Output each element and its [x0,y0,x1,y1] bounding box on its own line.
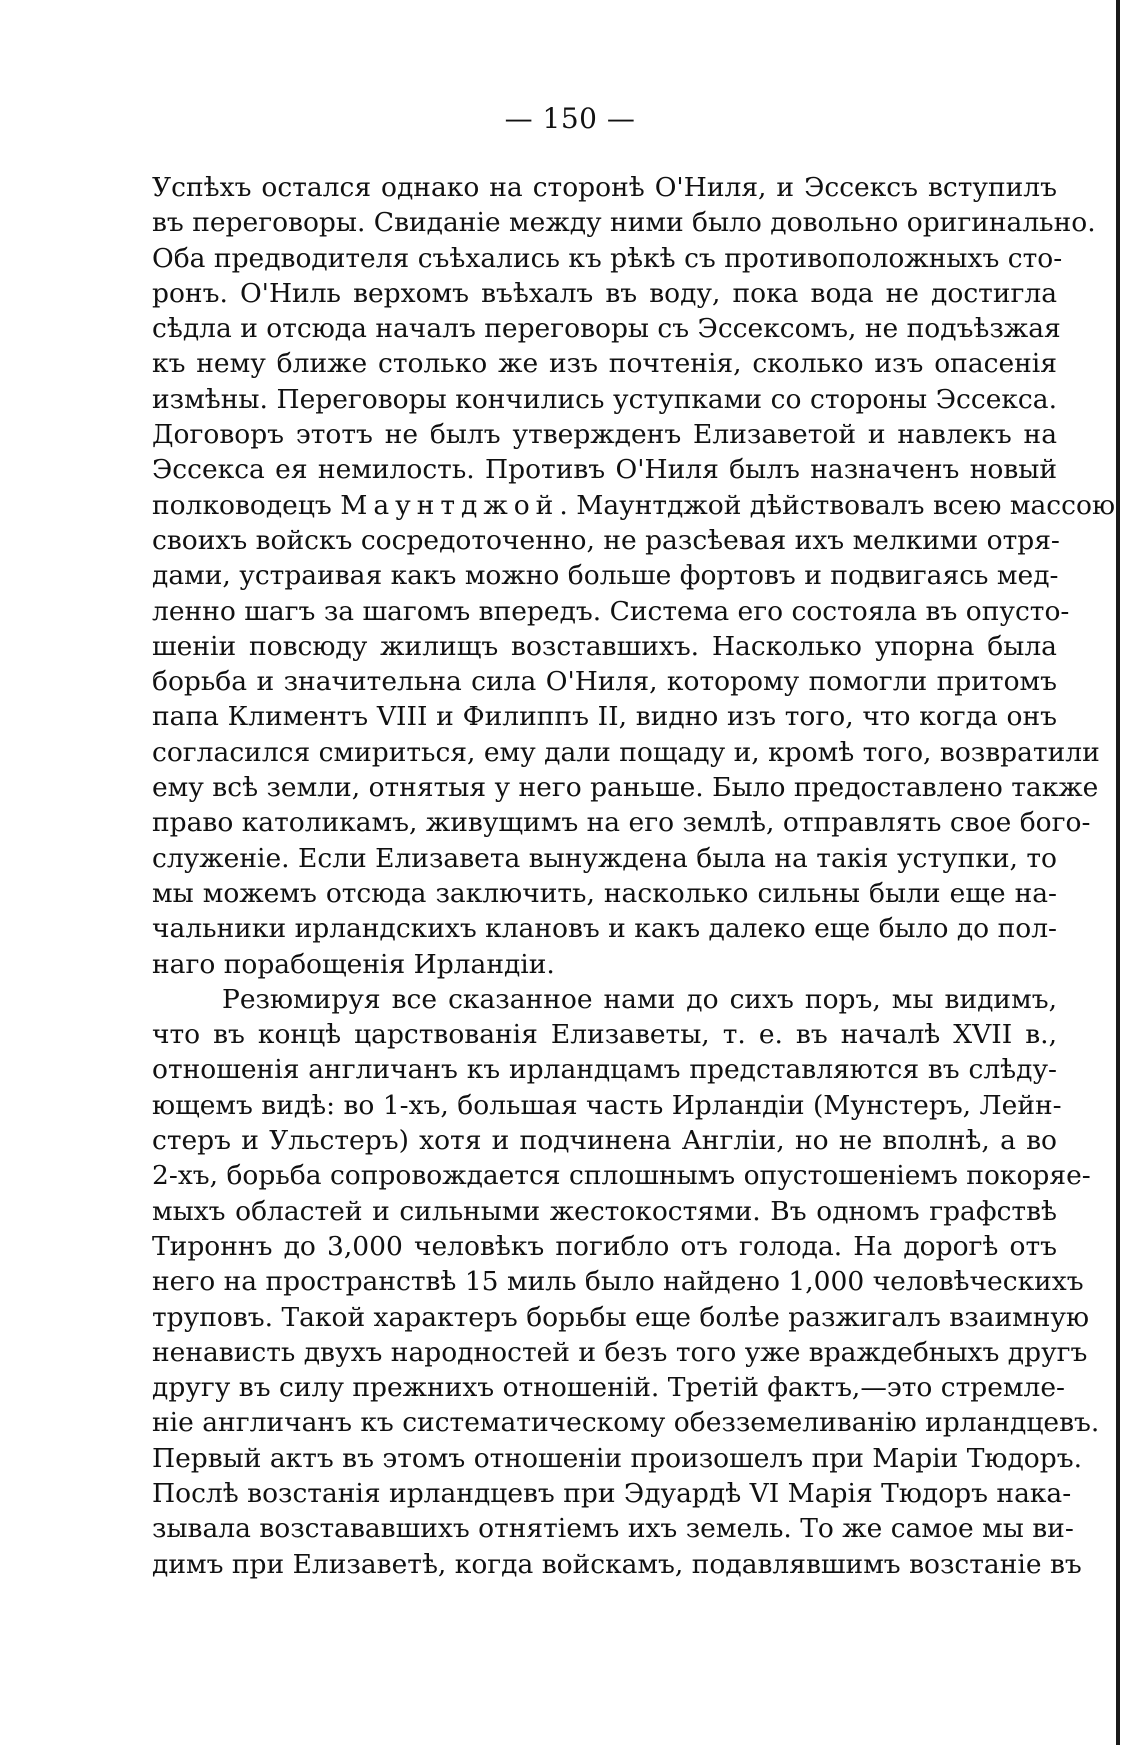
text-line: Успѣхъ остался однако на сторонѣ О'Ниля, и Эссексъ вступилъ [152,172,1057,203]
text-line: Послѣ возстанія ирландцевъ при Эдуардѣ VI Марія Тюдоръ нака- [152,1477,1072,1509]
text-line: ніе англичанъ къ систематическому обезземеливанію ирландцевъ. [152,1407,1100,1439]
text-line: ленно шагъ за шагомъ впередъ. Система его состояла въ опусто- [152,595,1070,627]
paragraph-2 [152,982,1100,1582]
paragraph-1 [152,170,1116,982]
text-fragment: полководецъ [152,489,332,521]
text-line [152,488,1116,523]
text-line: служеніе. Если Елизавета вынуждена была на такія уступки, то [152,842,1057,874]
text-line: измѣны. Переговоры кончились уступками со стороны Эссекса. [152,383,1057,415]
text-line: право католикамъ, живущимъ на его землѣ, отправлять свое бого- [152,807,1091,839]
text-line: борьба и значительна сила О'Ниля, которому помогли притомъ [152,666,1057,698]
text-line: Договоръ этотъ не былъ утвержденъ Елизаветой и навлекъ на [152,419,1057,451]
text-line: ющемъ видѣ: во 1-хъ, большая часть Ирландіи (Мунстеръ, Лейн- [152,1089,1062,1121]
text-line: Эссекса ея немилость. Противъ О'Ниля былъ назначенъ новый [152,454,1057,486]
text-line: шеніи повсюду жилищъ возставшихъ. Насколько упорна была [152,630,1057,662]
text-line: Первый актъ въ этомъ отношеніи произошелъ при Маріи Тюдоръ. [152,1442,1083,1474]
text-line: въ переговоры. Свиданіе между ними было довольно оригинально. [152,207,1096,239]
text-line: стеръ и Ульстеръ) хотя и подчинена Англіи, но не вполнѣ, а во [152,1125,1057,1157]
text-line: ему всѣ земли, отнятыя у него раньше. Было предоставлено также [152,772,1099,804]
text-line: димъ при Елизаветѣ, когда войскамъ, подавлявшимъ возстаніе въ [152,1548,1082,1580]
text-line: Тироннъ до 3,000 человѣкъ погибло отъ голода. На дорогѣ отъ [152,1230,1057,1262]
text-line: дами, устраивая какъ можно больше фортовъ и подвигаясь мед- [152,560,1059,592]
text-line: отношенія англичанъ къ ирландцамъ представляются въ слѣду- [152,1054,1057,1086]
text-line: къ нему ближе столько же изъ почтенія, сколько изъ опасенія [152,348,1057,380]
text-line: зывала возстававшихъ отнятіемъ ихъ земель. То же самое мы ви- [152,1513,1074,1545]
text-line: Оба предводителя съѣхались къ рѣкѣ съ противоположныхъ сто- [152,242,1063,274]
text-line: 2-хъ, борьба сопровождается сплошнымъ опустошеніемъ покоряе- [152,1160,1091,1192]
body-text [152,170,1116,1582]
text-fragment: . Маунтджой дѣйствовалъ всею массою [559,489,1116,521]
spaced-name-maunjoy: Маунтджой [340,489,560,521]
text-line: другу въ силу прежнихъ отношеній. Третій фактъ,—это стремле- [152,1372,1065,1404]
text-line: наго порабощенія Ирландіи. [152,948,555,980]
text-line: него на пространствѣ 15 миль было найдено 1,000 человѣческихъ [152,1266,1084,1298]
text-line: мыхъ областей и сильными жестокостями. Въ одномъ графствѣ [152,1195,1057,1227]
text-line: Резюмируя все сказанное нами до сихъ поръ, мы видимъ, [222,983,1057,1015]
text-line: что въ концѣ царствованія Елизаветы, т. е. въ началѣ XVII в., [152,1019,1057,1051]
text-line: мы можемъ отсюда заключить, насколько сильны были еще на- [152,877,1057,909]
text-line: ронъ. О'Ниль верхомъ въѣхалъ въ воду, пока вода не достигла [152,277,1057,309]
text-line: согласился смириться, ему дали пощаду и, кромѣ того, возвратили [152,736,1100,768]
text-line: папа Климентъ VIII и Филиппъ II, видно изъ того, что когда онъ [152,701,1057,733]
text-line: чальники ирландскихъ клановъ и какъ далеко еще было до пол- [152,913,1057,945]
page-edge-shadow [1116,0,1120,1745]
text-line: ненависть двухъ народностей и безъ того уже враждебныхъ другъ [152,1336,1088,1368]
text-line: своихъ войскъ сосредоточенно, не разсѣевая ихъ мелкими отря- [152,524,1060,556]
text-line: труповъ. Такой характеръ борьбы еще болѣе разжигалъ взаимную [152,1301,1090,1333]
text-line: сѣдла и отсюда началъ переговоры съ Эссексомъ, не подъѣзжая [152,313,1061,345]
page-number: — 150 — [504,102,636,135]
